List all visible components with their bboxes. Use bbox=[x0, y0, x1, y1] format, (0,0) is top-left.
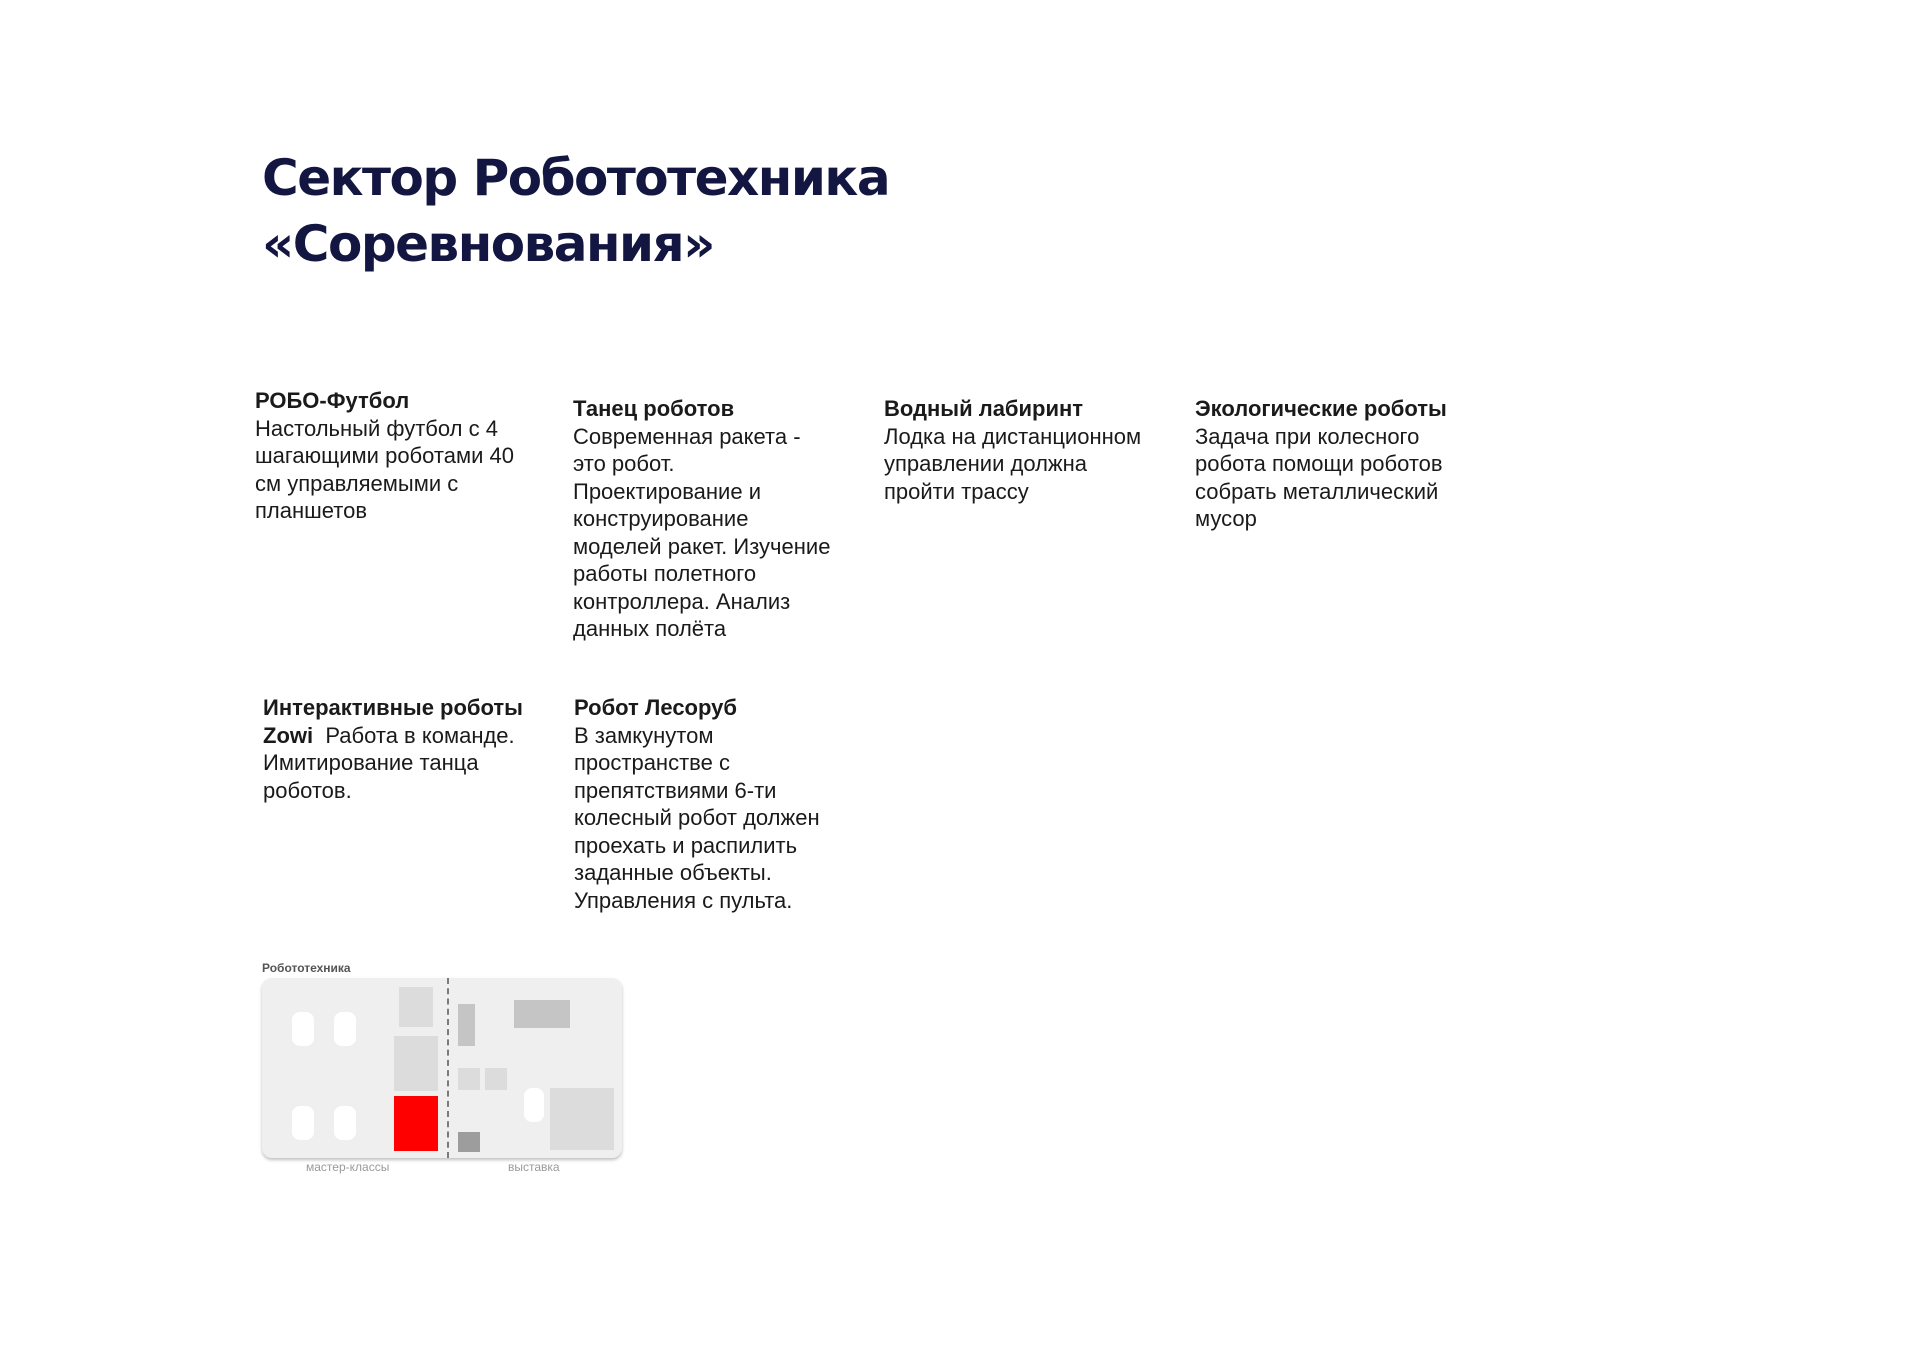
zone-caption-master-classes: мастер-классы bbox=[306, 1160, 390, 1174]
card-text: Современная ракета - это робот. Проектирование и конструирование моделей ракет. Изучение работы полетного контроллера. Анализ данных полёта bbox=[573, 423, 831, 641]
stand-block bbox=[514, 1000, 570, 1028]
seat-shape bbox=[292, 1106, 314, 1140]
card-text: Работа в команде. bbox=[325, 722, 515, 748]
card-title-zowi: Zowi bbox=[263, 722, 314, 748]
card-text: В замкунутом пространстве с препятствиями 6-ти колесный робот должен проехать и распилить заданные объекты. Управления с пульта. bbox=[574, 722, 820, 913]
card-lumberjack-robot bbox=[574, 694, 874, 914]
highlighted-area bbox=[394, 1096, 438, 1151]
seat-shape bbox=[524, 1088, 544, 1122]
card-text-2: Имитирование танца роботов. bbox=[263, 750, 479, 803]
card-title: Интерактивные роботы bbox=[263, 695, 523, 720]
seat-shape bbox=[334, 1012, 356, 1046]
card-title: Танец роботов bbox=[573, 396, 735, 421]
seat-shape bbox=[292, 1012, 314, 1046]
page-title bbox=[262, 145, 889, 277]
seat-shape bbox=[334, 1106, 356, 1140]
stand-block bbox=[458, 1132, 480, 1152]
page-title-line-2: «Соревнования» bbox=[262, 215, 714, 273]
card-title: Водный лабиринт bbox=[884, 396, 1084, 421]
stand-block bbox=[458, 1068, 480, 1090]
card-eco-robots bbox=[1195, 395, 1515, 533]
card-text: Настольный футбол с 4 шагающими роботами 40 см управляемыми с планшетов bbox=[255, 415, 514, 523]
table-block bbox=[394, 1036, 438, 1091]
card-text: Лодка на дистанционном управлении должна пройти трассу bbox=[884, 423, 1142, 504]
zone-caption-exhibition: выставка bbox=[508, 1160, 560, 1174]
floor-plan bbox=[262, 978, 622, 1158]
card-robot-dance bbox=[573, 395, 873, 643]
card-robo-football bbox=[255, 387, 555, 525]
card-text: Задача при колесного робота помощи роботов собрать металлический мусор bbox=[1195, 423, 1443, 531]
stand-block bbox=[485, 1068, 507, 1090]
table-block bbox=[399, 987, 433, 1027]
card-title: Экологические роботы bbox=[1195, 396, 1447, 421]
card-water-maze bbox=[884, 395, 1184, 505]
zone-divider bbox=[447, 978, 449, 1158]
page-title-line-1: Сектор Робототехника bbox=[262, 149, 890, 207]
card-title: РОБО-Футбол bbox=[255, 388, 410, 413]
stand-block bbox=[458, 1004, 475, 1046]
stand-block bbox=[550, 1088, 614, 1150]
floor-plan-label: Робототехника bbox=[262, 961, 351, 975]
card-title: Робот Лесоруб bbox=[574, 695, 737, 720]
card-interactive-robots bbox=[263, 694, 563, 804]
